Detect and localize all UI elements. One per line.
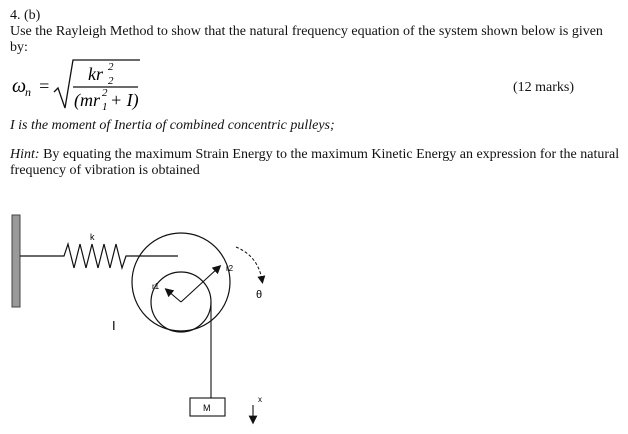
formula-numerator: kr [88,64,103,84]
formula-numerator-sup: 2 [108,61,114,73]
question-number: 4. (b) [10,8,41,23]
inner-radius-arrow [168,291,181,302]
formula-equals: = [38,76,51,96]
displacement-label: x [258,395,262,404]
rotation-arrow [236,247,262,280]
inertia-label: I [112,318,116,333]
hint-line-1 [10,147,619,163]
inertia-note: I is the moment of Inertia of combined concentric pulleys; [10,118,335,133]
spring-label: k [90,232,95,242]
formula-lhs-sub: n [25,85,31,99]
mass-label: M [203,403,211,413]
question-line-2: by: [10,40,28,55]
formula-denominator-open: (mr [74,90,100,110]
formula-numerator-sub: 2 [108,75,114,87]
formula-denominator-sub: 1 [102,101,108,113]
formula-lhs: ω [12,75,27,97]
formula-denominator-close: + I) [110,90,139,110]
hint-line-2: frequency of vibration is obtained [10,163,200,178]
formula-denominator-sup: 2 [102,87,108,99]
spring [20,244,178,268]
hint-label: Hint: [10,147,40,162]
marks-label: (12 marks) [512,80,574,95]
outer-pulley [132,233,230,331]
natural-frequency-formula [10,58,190,114]
pulley-system-diagram [0,205,628,429]
rotation-label: θ [256,289,263,301]
inner-radius-label: r1 [152,282,160,291]
fixed-wall [12,215,20,307]
hint-text-1: By equating the maximum Strain Energy to the maximum Kinetic Energy an expression for the natural [43,147,620,162]
question-line-1: Use the Rayleigh Method to show that the natural frequency equation of the system shown below is given [10,24,603,39]
outer-radius-label: r2 [226,264,234,273]
